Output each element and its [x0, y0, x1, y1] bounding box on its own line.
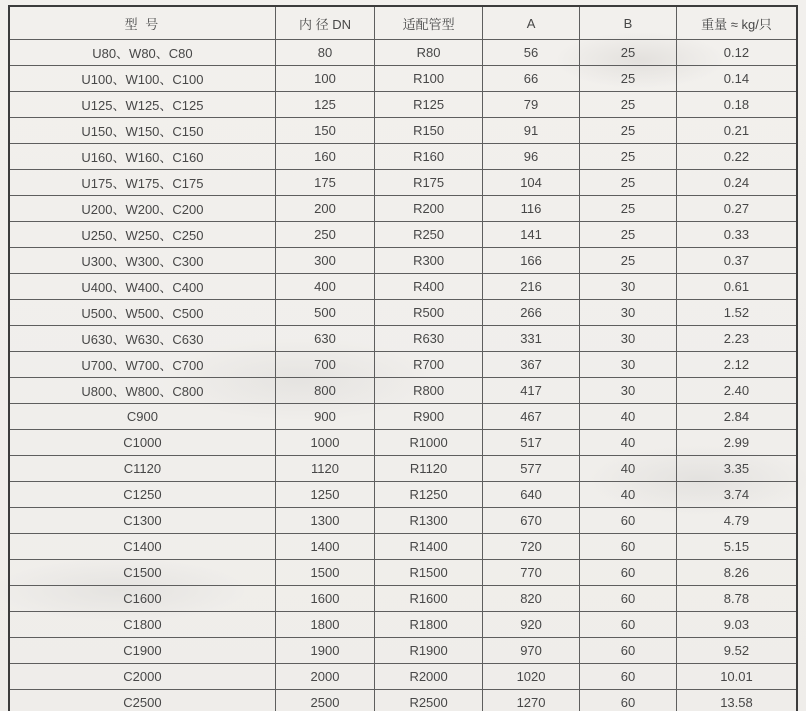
cell-b: 25 — [580, 66, 677, 92]
cell-weight: 9.52 — [676, 638, 797, 664]
cell-model: C2500 — [9, 690, 275, 711]
cell-weight: 8.78 — [676, 586, 797, 612]
cell-model: C1600 — [9, 586, 275, 612]
cell-inner-diameter: 1500 — [275, 560, 374, 586]
cell-a: 331 — [483, 326, 580, 352]
cell-weight: 0.61 — [676, 274, 797, 300]
cell-b: 25 — [580, 170, 677, 196]
table-row — [9, 144, 797, 170]
cell-a: 266 — [483, 300, 580, 326]
cell-b: 25 — [580, 92, 677, 118]
cell-b: 40 — [580, 404, 677, 430]
cell-pipe-type: R900 — [375, 404, 483, 430]
table-row — [9, 690, 797, 711]
cell-weight: 0.22 — [676, 144, 797, 170]
cell-weight: 10.01 — [676, 664, 797, 690]
cell-a: 104 — [483, 170, 580, 196]
cell-a: 720 — [483, 534, 580, 560]
cell-weight: 2.99 — [676, 430, 797, 456]
cell-model: U160、W160、C160 — [9, 144, 275, 170]
cell-b: 60 — [580, 638, 677, 664]
specification-table — [8, 5, 798, 711]
cell-pipe-type: R1300 — [375, 508, 483, 534]
cell-b: 25 — [580, 118, 677, 144]
cell-model: U80、W80、C80 — [9, 40, 275, 66]
cell-a: 417 — [483, 378, 580, 404]
cell-pipe-type: R1500 — [375, 560, 483, 586]
cell-weight: 13.58 — [676, 690, 797, 711]
cell-b: 60 — [580, 586, 677, 612]
cell-weight: 9.03 — [676, 612, 797, 638]
cell-a: 820 — [483, 586, 580, 612]
cell-weight: 0.21 — [676, 118, 797, 144]
cell-a: 970 — [483, 638, 580, 664]
cell-b: 25 — [580, 248, 677, 274]
cell-inner-diameter: 2500 — [275, 690, 374, 711]
cell-a: 56 — [483, 40, 580, 66]
cell-pipe-type: R630 — [375, 326, 483, 352]
cell-inner-diameter: 1250 — [275, 482, 374, 508]
cell-weight: 2.84 — [676, 404, 797, 430]
cell-inner-diameter: 1300 — [275, 508, 374, 534]
cell-model: U150、W150、C150 — [9, 118, 275, 144]
cell-weight: 0.33 — [676, 222, 797, 248]
cell-model: U400、W400、C400 — [9, 274, 275, 300]
cell-b: 30 — [580, 300, 677, 326]
cell-pipe-type: R300 — [375, 248, 483, 274]
cell-weight: 0.27 — [676, 196, 797, 222]
cell-model: U175、W175、C175 — [9, 170, 275, 196]
cell-inner-diameter: 1000 — [275, 430, 374, 456]
table-row — [9, 274, 797, 300]
cell-inner-diameter: 1400 — [275, 534, 374, 560]
cell-pipe-type: R700 — [375, 352, 483, 378]
table-row — [9, 586, 797, 612]
table-row — [9, 560, 797, 586]
cell-inner-diameter: 200 — [275, 196, 374, 222]
table-row — [9, 170, 797, 196]
cell-model: U800、W800、C800 — [9, 378, 275, 404]
cell-pipe-type: R800 — [375, 378, 483, 404]
cell-b: 30 — [580, 378, 677, 404]
cell-pipe-type: R1400 — [375, 534, 483, 560]
table-row — [9, 612, 797, 638]
table-row — [9, 300, 797, 326]
cell-inner-diameter: 700 — [275, 352, 374, 378]
cell-pipe-type: R150 — [375, 118, 483, 144]
cell-inner-diameter: 150 — [275, 118, 374, 144]
cell-model: C1900 — [9, 638, 275, 664]
cell-model: U125、W125、C125 — [9, 92, 275, 118]
cell-model: C1500 — [9, 560, 275, 586]
table-row — [9, 196, 797, 222]
table-header — [9, 6, 797, 40]
cell-inner-diameter: 160 — [275, 144, 374, 170]
cell-model: C1400 — [9, 534, 275, 560]
cell-a: 920 — [483, 612, 580, 638]
cell-b: 40 — [580, 456, 677, 482]
table-row — [9, 404, 797, 430]
table-row — [9, 430, 797, 456]
cell-b: 25 — [580, 40, 677, 66]
cell-b: 25 — [580, 144, 677, 170]
cell-pipe-type: R1800 — [375, 612, 483, 638]
cell-inner-diameter: 80 — [275, 40, 374, 66]
cell-inner-diameter: 630 — [275, 326, 374, 352]
table-row — [9, 508, 797, 534]
cell-model: U250、W250、C250 — [9, 222, 275, 248]
cell-model: U500、W500、C500 — [9, 300, 275, 326]
cell-b: 60 — [580, 560, 677, 586]
table-row — [9, 248, 797, 274]
cell-b: 25 — [580, 222, 677, 248]
cell-b: 40 — [580, 482, 677, 508]
header-model: 型 号 — [9, 6, 275, 40]
cell-weight: 0.12 — [676, 40, 797, 66]
cell-inner-diameter: 1900 — [275, 638, 374, 664]
cell-weight: 5.15 — [676, 534, 797, 560]
cell-weight: 1.52 — [676, 300, 797, 326]
table-body — [9, 40, 797, 711]
cell-a: 577 — [483, 456, 580, 482]
cell-pipe-type: R100 — [375, 66, 483, 92]
cell-inner-diameter: 400 — [275, 274, 374, 300]
table-row — [9, 118, 797, 144]
cell-a: 517 — [483, 430, 580, 456]
cell-a: 216 — [483, 274, 580, 300]
cell-b: 60 — [580, 664, 677, 690]
cell-b: 25 — [580, 196, 677, 222]
cell-a: 467 — [483, 404, 580, 430]
cell-b: 60 — [580, 534, 677, 560]
cell-b: 30 — [580, 274, 677, 300]
table-row — [9, 40, 797, 66]
table-row — [9, 456, 797, 482]
cell-b: 30 — [580, 352, 677, 378]
cell-inner-diameter: 800 — [275, 378, 374, 404]
cell-model: U100、W100、C100 — [9, 66, 275, 92]
table-row — [9, 92, 797, 118]
cell-inner-diameter: 1120 — [275, 456, 374, 482]
cell-inner-diameter: 900 — [275, 404, 374, 430]
cell-inner-diameter: 500 — [275, 300, 374, 326]
cell-a: 367 — [483, 352, 580, 378]
table-row — [9, 66, 797, 92]
cell-a: 640 — [483, 482, 580, 508]
cell-inner-diameter: 300 — [275, 248, 374, 274]
cell-b: 40 — [580, 430, 677, 456]
table-row — [9, 326, 797, 352]
cell-pipe-type: R1250 — [375, 482, 483, 508]
cell-b: 60 — [580, 690, 677, 711]
cell-weight: 0.24 — [676, 170, 797, 196]
cell-weight: 2.40 — [676, 378, 797, 404]
cell-a: 96 — [483, 144, 580, 170]
cell-pipe-type: R1000 — [375, 430, 483, 456]
header-b: B — [580, 6, 677, 40]
table-row — [9, 482, 797, 508]
cell-inner-diameter: 1600 — [275, 586, 374, 612]
cell-a: 66 — [483, 66, 580, 92]
cell-model: C1000 — [9, 430, 275, 456]
cell-model: U200、W200、C200 — [9, 196, 275, 222]
header-weight: 重量 ≈ kg/只 — [676, 6, 797, 40]
cell-a: 141 — [483, 222, 580, 248]
header-row — [9, 6, 797, 40]
cell-a: 770 — [483, 560, 580, 586]
cell-pipe-type: R1120 — [375, 456, 483, 482]
cell-inner-diameter: 175 — [275, 170, 374, 196]
cell-weight: 8.26 — [676, 560, 797, 586]
cell-weight: 3.74 — [676, 482, 797, 508]
cell-pipe-type: R250 — [375, 222, 483, 248]
cell-model: U700、W700、C700 — [9, 352, 275, 378]
cell-model: C1300 — [9, 508, 275, 534]
cell-model: U300、W300、C300 — [9, 248, 275, 274]
cell-model: C1120 — [9, 456, 275, 482]
cell-weight: 0.18 — [676, 92, 797, 118]
cell-weight: 4.79 — [676, 508, 797, 534]
table-row — [9, 638, 797, 664]
table-row — [9, 378, 797, 404]
cell-pipe-type: R200 — [375, 196, 483, 222]
cell-b: 60 — [580, 508, 677, 534]
cell-weight: 3.35 — [676, 456, 797, 482]
header-pipe-type: 适配管型 — [375, 6, 483, 40]
cell-model: C900 — [9, 404, 275, 430]
cell-pipe-type: R125 — [375, 92, 483, 118]
cell-pipe-type: R400 — [375, 274, 483, 300]
cell-pipe-type: R160 — [375, 144, 483, 170]
cell-pipe-type: R2000 — [375, 664, 483, 690]
cell-inner-diameter: 100 — [275, 66, 374, 92]
cell-b: 60 — [580, 612, 677, 638]
cell-weight: 0.37 — [676, 248, 797, 274]
cell-inner-diameter: 250 — [275, 222, 374, 248]
cell-a: 116 — [483, 196, 580, 222]
cell-inner-diameter: 125 — [275, 92, 374, 118]
cell-model: U630、W630、C630 — [9, 326, 275, 352]
cell-pipe-type: R1900 — [375, 638, 483, 664]
cell-model: C2000 — [9, 664, 275, 690]
table-row — [9, 664, 797, 690]
cell-inner-diameter: 2000 — [275, 664, 374, 690]
table-row — [9, 534, 797, 560]
cell-a: 79 — [483, 92, 580, 118]
cell-a: 670 — [483, 508, 580, 534]
cell-a: 1020 — [483, 664, 580, 690]
cell-weight: 0.14 — [676, 66, 797, 92]
cell-weight: 2.12 — [676, 352, 797, 378]
header-inner-diameter: 内 径 DN — [275, 6, 374, 40]
cell-pipe-type: R1600 — [375, 586, 483, 612]
header-a: A — [483, 6, 580, 40]
cell-a: 91 — [483, 118, 580, 144]
table-row — [9, 352, 797, 378]
cell-model: C1800 — [9, 612, 275, 638]
cell-pipe-type: R175 — [375, 170, 483, 196]
cell-a: 1270 — [483, 690, 580, 711]
cell-pipe-type: R2500 — [375, 690, 483, 711]
cell-inner-diameter: 1800 — [275, 612, 374, 638]
cell-weight: 2.23 — [676, 326, 797, 352]
cell-b: 30 — [580, 326, 677, 352]
cell-pipe-type: R80 — [375, 40, 483, 66]
cell-a: 166 — [483, 248, 580, 274]
cell-model: C1250 — [9, 482, 275, 508]
cell-pipe-type: R500 — [375, 300, 483, 326]
table-row — [9, 222, 797, 248]
